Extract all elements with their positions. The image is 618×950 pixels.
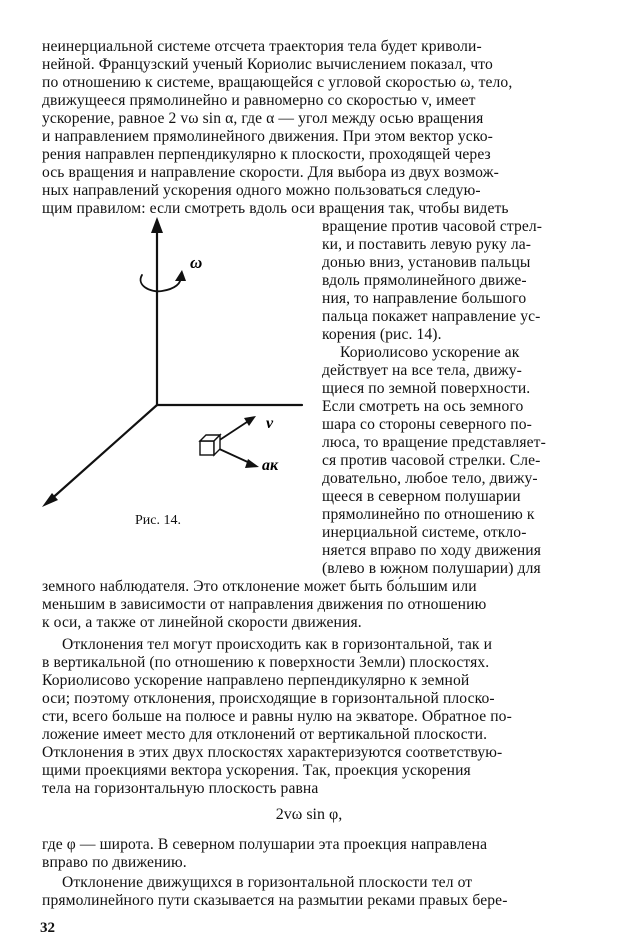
- text-line: к оси, а также от линейной скорости движения.: [42, 614, 362, 631]
- text-line: довательно, любое тело, движу-: [322, 470, 538, 487]
- text-line: щиеся по земной поверхности.: [322, 380, 531, 397]
- text-line: донью вниз, установив пальцы: [322, 254, 531, 271]
- v-label: v: [266, 415, 274, 432]
- text-line: ось вращения и направление скорости. Для выбора из двух возмож-: [42, 164, 499, 181]
- text-line: Отклонения в этих двух плоскостях характеризуются соответствую-: [42, 744, 503, 761]
- text-line: ния, то направление большого: [322, 290, 527, 307]
- text-line: земного наблюдателя. Это отклонение может быть бо́льшим или: [42, 578, 477, 595]
- a-vector: [215, 447, 252, 464]
- text-line: прямолинейно по отношению к: [322, 506, 535, 523]
- text-line: где φ — широта. В северном полушарии эта проекция направлена: [42, 836, 488, 853]
- depth-axis: [48, 405, 157, 502]
- text-line: рения направлен перпендикулярно к плоскости, проходящей через: [42, 146, 491, 163]
- moving-body-cube: [200, 435, 220, 455]
- text-line: по отношению к системе, вращающейся с угловой скоростью ω, тело,: [42, 74, 513, 91]
- text-line: Отклонение движущихся в горизонтальной плоскости тел от: [62, 874, 473, 891]
- text-line: ся против часовой стрелки. Сле-: [322, 452, 541, 469]
- text-line: щееся в северном полушарии: [322, 488, 521, 505]
- text-line: корения (рис. 14).: [322, 326, 442, 343]
- text-line: Кориолисово ускорение направлено перпендикулярно к земной: [42, 672, 470, 689]
- text-line: в вертикальной (по отношению к поверхности Земли) плоскостях.: [42, 654, 490, 671]
- text-line: действует на все тела, движу-: [322, 362, 522, 379]
- rotation-arc: [141, 275, 181, 291]
- text-line: пальца покажет направление ус-: [322, 308, 541, 325]
- text-line: щим правилом: если смотреть вдоль оси вращения так, чтобы видеть: [42, 200, 509, 217]
- text-line: тела на горизонтальную плоскость равна: [42, 780, 319, 797]
- text-line: щими проекциями вектора ускорения. Так, проекция ускорения: [42, 762, 471, 779]
- text-line: оси; поэтому отклонения, происходящие в горизонтальной плоско-: [42, 690, 495, 707]
- figure-14-diagram: [30, 215, 310, 515]
- text-line: ных направлений ускорения одного можно пользоваться следую-: [42, 182, 481, 199]
- text-line: движущееся прямолинейно и равномерно со скоростью v, имеет: [42, 92, 476, 109]
- text-line: ложение имеет место для отклонений от вертикальной плоскости.: [42, 726, 488, 743]
- text-line: вращение против часовой стрел-: [322, 218, 543, 235]
- text-line: неинерциальной системе отсчета траектория тела будет криволи-: [42, 38, 482, 55]
- text-line: ускорение, равное 2 vω sin α, где α — угол между осью вращения: [42, 110, 484, 127]
- text-line: и направлением прямолинейного движения. При этом вектор уско-: [42, 128, 493, 145]
- omega-label: ω: [190, 253, 203, 272]
- a-label: aк: [262, 457, 279, 474]
- text-line: прямолинейного пути сказывается на размытии реками правых бере-: [42, 892, 508, 909]
- formula: 2vω sin φ,: [275, 806, 343, 823]
- rotation-arrowhead: [175, 270, 186, 281]
- a-arrowhead: [245, 459, 259, 468]
- text-line: Если смотреть на ось земного: [322, 398, 524, 415]
- text-line: вправо по движению.: [42, 854, 187, 871]
- text-line: вдоль прямолинейного движе-: [322, 272, 527, 289]
- text-line: сти, всего больше на полюсе и равны нулю на экваторе. Обратное по-: [42, 708, 512, 725]
- omega-arrowhead: [151, 217, 163, 233]
- text-line: ки, и поставить левую руку ла-: [322, 236, 532, 253]
- text-line: меньшим в зависимости от направления движения по отношению: [42, 596, 487, 613]
- text-line: (влево в южном полушарии) для: [322, 560, 541, 577]
- text-line: шара со стороны северного по-: [322, 416, 532, 433]
- text-line: няется вправо по ходу движения: [322, 542, 542, 559]
- text-line: Кориолисово ускорение aк: [340, 344, 520, 361]
- text-line: люса, то вращение представляет-: [322, 434, 546, 451]
- page-number: 32: [40, 920, 55, 936]
- v-arrowhead: [244, 416, 256, 426]
- text-line: нейной. Французский ученый Кориолис вычислением показал, что: [42, 56, 493, 73]
- figure-caption: Рис. 14.: [135, 513, 181, 528]
- text-line: Отклонения тел могут происходить как в горизонтальной, так и: [62, 636, 493, 653]
- text-line: инерциальной системе, откло-: [322, 524, 527, 541]
